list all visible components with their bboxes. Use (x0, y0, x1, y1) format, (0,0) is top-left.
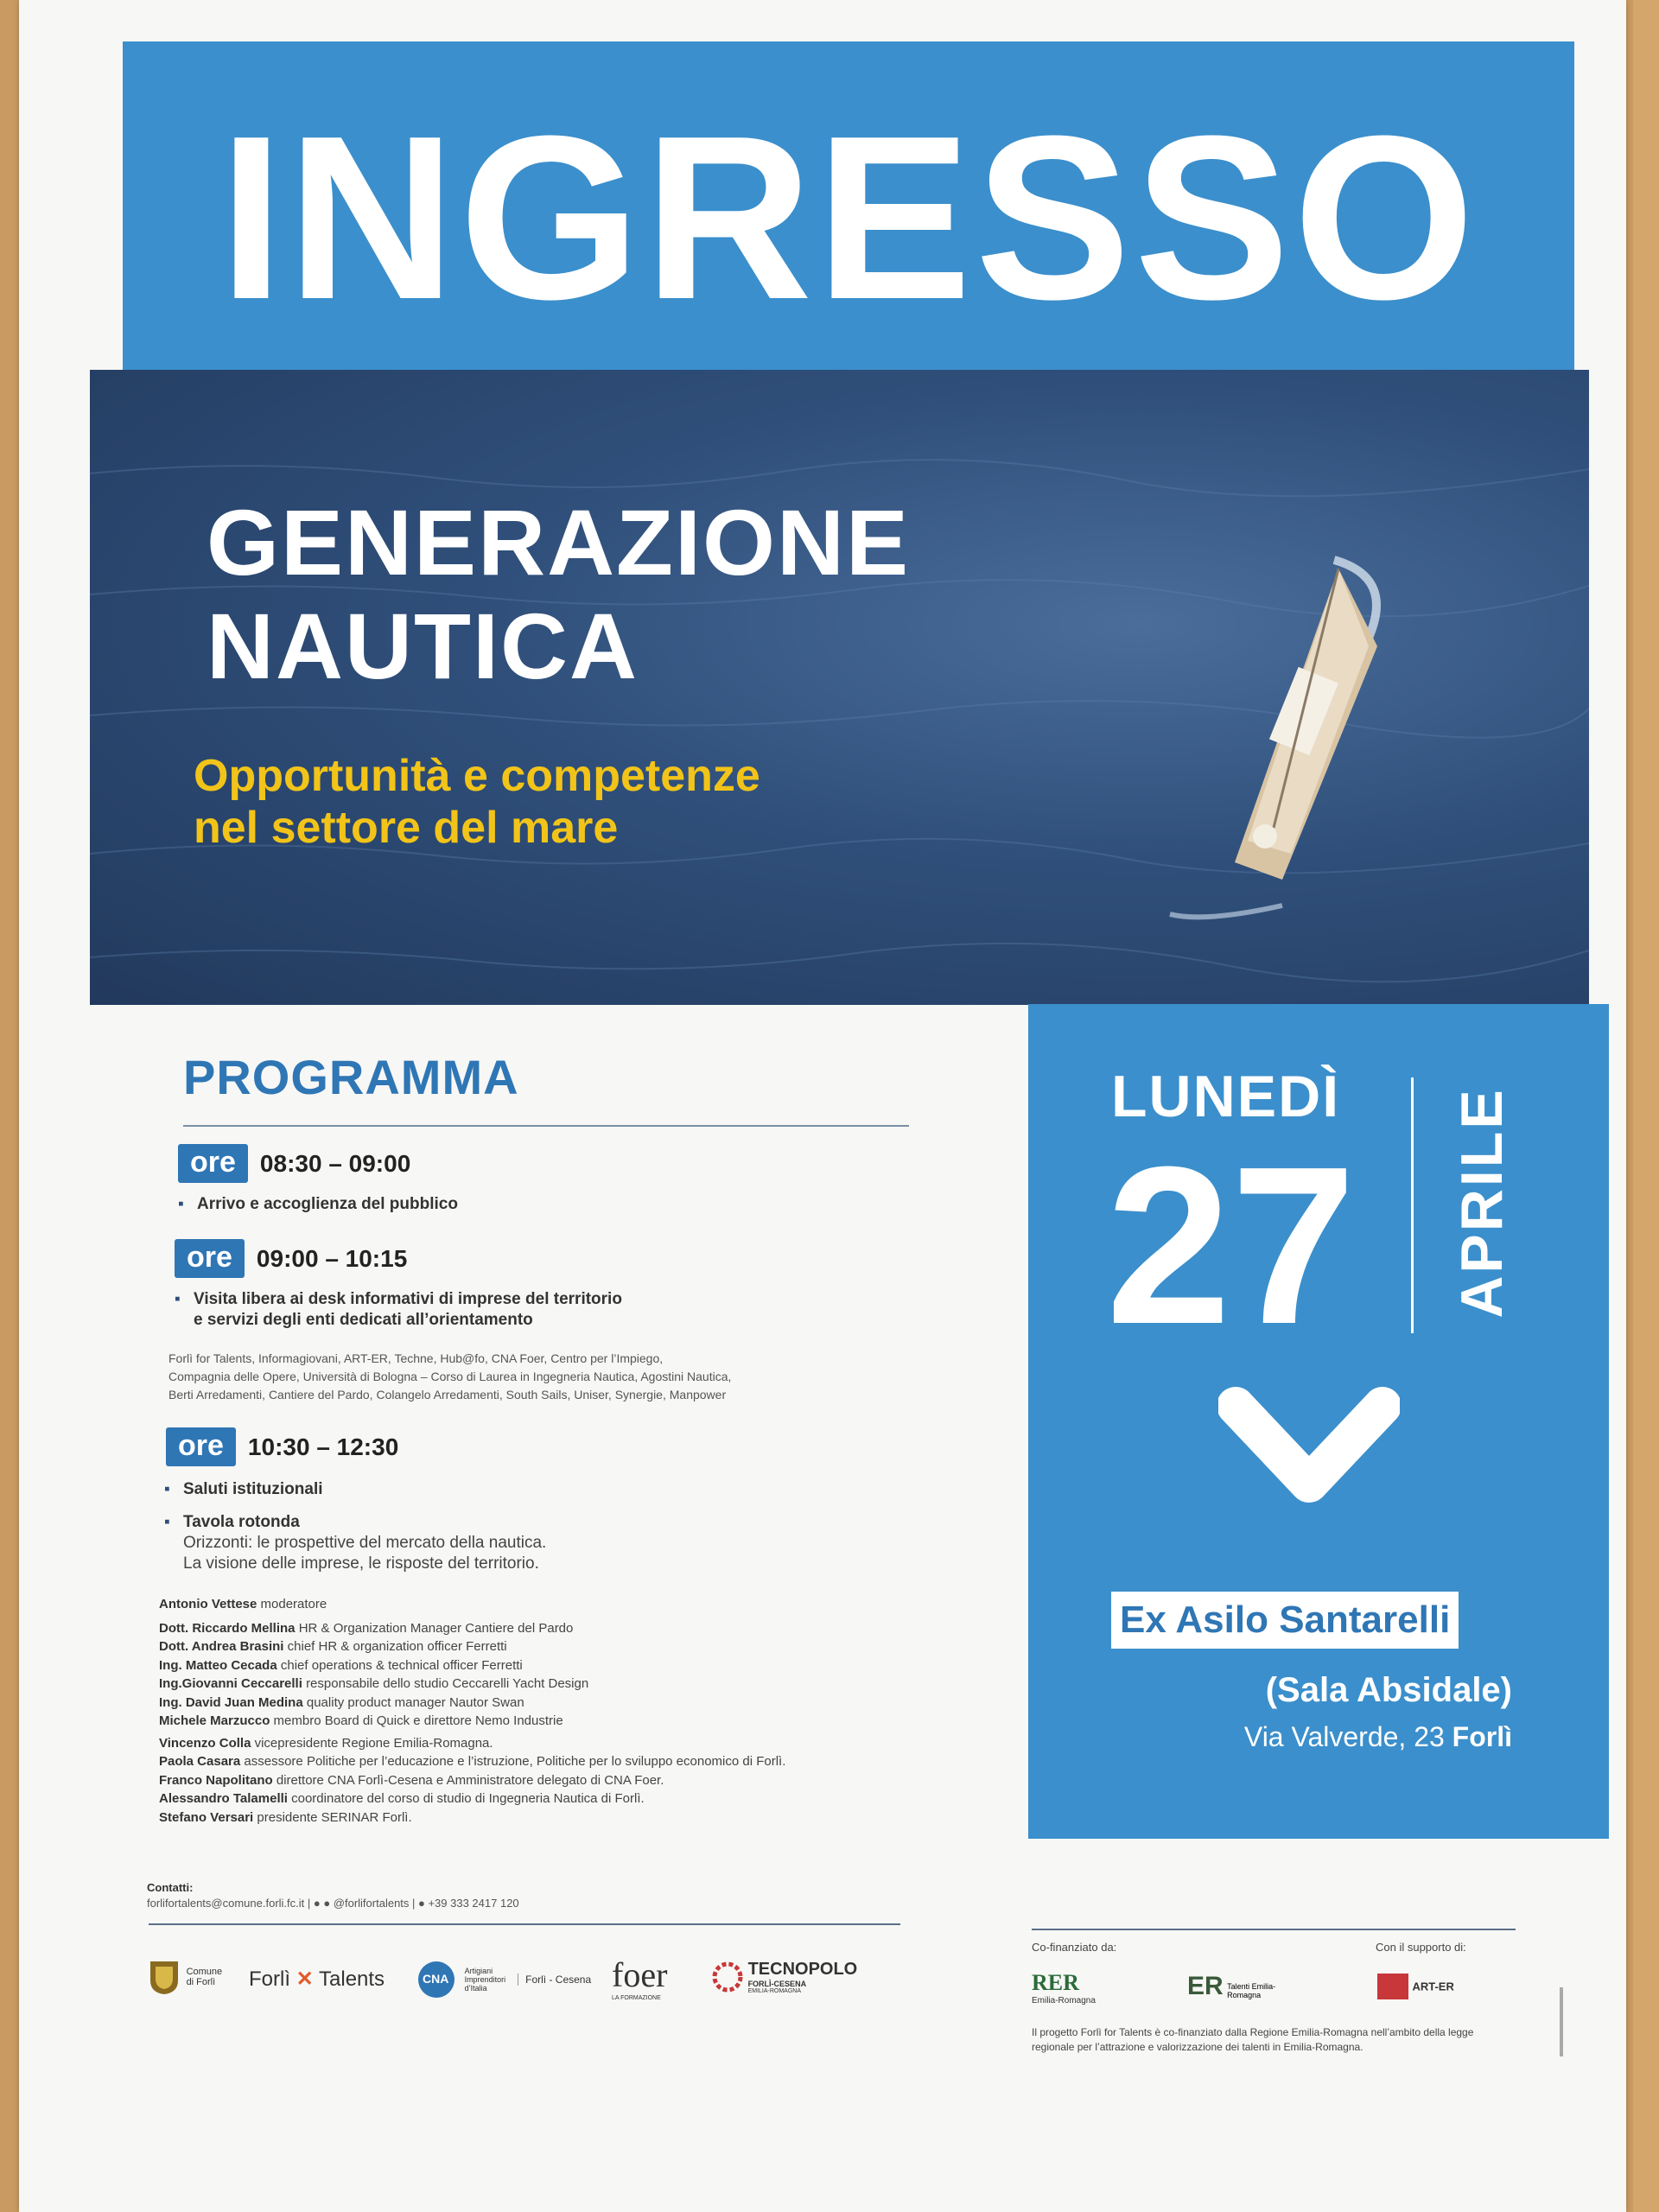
speakers-list (159, 1595, 785, 1827)
participants-line: Compagnia delle Opere, Università di Bologna – Corso di Laurea in Ingegneria Nautica, Agostini Nautica, (168, 1370, 732, 1383)
cofinancing-divider (1032, 1929, 1516, 1930)
support-label: Con il supporto di: (1376, 1941, 1466, 1954)
event-date-panel (1028, 1004, 1609, 1839)
roundtable-label: Tavola rotonda (183, 1513, 300, 1531)
official: Stefano Versari presidente SERINAR Forlì. (159, 1809, 412, 1825)
program-divider (183, 1125, 909, 1127)
official: Paola Casara assessore Politiche per l’educazione e l’istruzione, Politiche per lo sviluppo economico di Forlì. (159, 1754, 786, 1769)
event-day: 27 (1106, 1121, 1357, 1371)
poster-sheet (19, 0, 1626, 2212)
tecnopolo-icon (712, 1961, 743, 1993)
slot-item: ▪ Saluti istituzionali (164, 1479, 323, 1500)
slot-item: ▪ Arrivo e accoglienza del pubblico (178, 1194, 458, 1215)
event-month: APRILE (1449, 1087, 1515, 1319)
ingresso-title: INGRESSO (219, 88, 1478, 348)
official: Vincenzo Colla vicepresidente Regione Emilia-Romagna. (159, 1735, 493, 1751)
event-venue: Ex Asilo Santarelli (1111, 1592, 1459, 1649)
slot-item-line2: e servizi degli enti dedicati all’orientamento (194, 1311, 533, 1329)
ore-badge: ore (175, 1239, 245, 1278)
event-title-line1: GENERAZIONE (207, 490, 911, 594)
event-subtitle (194, 750, 760, 854)
crest-icon (147, 1958, 181, 1996)
rer-logo: RER Emilia-Romagna (1032, 1970, 1096, 2005)
official: Franco Napolitano direttore CNA Forlì-Cesena e Amministratore delegato di CNA Foer. (159, 1772, 664, 1788)
partner-logos (147, 1955, 925, 2006)
ingresso-banner (123, 41, 1574, 378)
participants-line: Forlì for Talents, Informagiovani, ART-ER, Techne, Hub@fo, CNA Foer, Centro per l’Impiego, (168, 1351, 664, 1365)
contacts-block (147, 1880, 519, 1911)
arter-logo: ART-ER (1377, 1974, 1454, 1999)
event-weekday: LUNEDÌ (1111, 1064, 1341, 1129)
participants-line: Berti Arredamenti, Cantiere del Pardo, Colangelo Arredamenti, South Sails, Uniser, Synergie, Manpower (168, 1388, 727, 1402)
event-title (207, 491, 910, 698)
roundtable-line: La visione delle imprese, le risposte del territorio. (183, 1554, 539, 1573)
event-subtitle-line2: nel settore del mare (194, 803, 619, 853)
tecnopolo-logo: TECNOPOLO FORLÌ-CESENA EMILIA-ROMAGNA (712, 1960, 857, 1994)
footer-divider (149, 1923, 900, 1925)
speaker: Dott. Andrea Brasini chief HR & organization officer Ferretti (159, 1639, 507, 1654)
ore-badge: ore (166, 1427, 236, 1466)
speaker: Michele Marzucco membro Board di Quick e direttore Nemo Industrie (159, 1713, 563, 1728)
time-slot-1 (178, 1144, 410, 1183)
event-title-line2: NAUTICA (207, 594, 639, 698)
er-talent-logo: ER Talenti Emilia-Romagna (1187, 1972, 1276, 2000)
desk-participants (168, 1350, 731, 1404)
program-title: PROGRAMMA (183, 1050, 519, 1104)
speaker: Dott. Riccardo Mellina HR & Organization Manager Cantiere del Pardo (159, 1620, 574, 1636)
event-address: Via Valverde, 23 Forlì (1243, 1721, 1512, 1752)
speaker: Ing.Giovanni Ceccarelli responsabile dello studio Ceccarelli Yacht Design (159, 1676, 589, 1691)
time-slot-3 (166, 1427, 398, 1466)
slot-item-line1: Visita libera ai desk informativi di imprese del territorio (194, 1290, 622, 1308)
event-room: (Sala Absidale) (1265, 1671, 1512, 1709)
date-divider (1411, 1077, 1414, 1333)
speaker: Ing. David Juan Medina quality product manager Nautor Swan (159, 1694, 524, 1710)
event-subtitle-line1: Opportunità e competenze (194, 751, 760, 801)
contacts-line: forlifortalents@comune.forli.fc.it | ● ● @forlifortalents | ● +39 333 2417 120 (147, 1897, 519, 1910)
official: Alessandro Talamelli coordinatore del corso di studio di Ingegneria Nautica di Forlì. (159, 1791, 645, 1806)
slot-item (175, 1289, 622, 1331)
time-slot-2 (175, 1239, 407, 1278)
speaker: Antonio Vettese moderatore (159, 1597, 327, 1611)
hero-image (90, 370, 1589, 1005)
slot-time: 09:00 – 10:15 (256, 1244, 408, 1272)
forli-talents-logo: Forlì ✕ Talents (249, 1967, 385, 1991)
cna-logo: CNA Artigiani Imprenditori d’Italia Forlì - Cesena (416, 1960, 591, 1999)
wood-background (1633, 0, 1659, 2212)
speaker: Ing. Matteo Cecada chief operations & technical officer Ferretti (159, 1657, 523, 1673)
roundtable-line: Orizzonti: le prospettive del mercato della nautica. (183, 1534, 547, 1552)
arter-icon (1377, 1974, 1408, 1999)
sailboat-illustration (1153, 543, 1412, 923)
ore-badge: ore (178, 1144, 248, 1183)
cofinancing-label: Co-finanziato da: (1032, 1941, 1117, 1954)
slot-time: 08:30 – 09:00 (259, 1149, 411, 1177)
cofinancing-note: Il progetto Forlì for Talents è co-finanziato dalla Regione Emilia-Romagna nell’ambito della legge regionale per l’attrazione e valorizzazione dei talenti in Emilia-Romagna. (1032, 2026, 1474, 2053)
x-icon: ✕ (296, 1967, 314, 1991)
slot-time: 10:30 – 12:30 (247, 1433, 399, 1460)
chevron-down-icon (1218, 1384, 1400, 1522)
foer-logo: foer LA FORMAZIONE (612, 1955, 668, 2001)
slot-item-roundtable (164, 1512, 546, 1574)
contacts-label: Contatti: (147, 1881, 194, 1894)
vertical-imprint (1560, 1987, 1563, 2056)
comune-logo: Comune di Forlì (147, 1958, 228, 1996)
